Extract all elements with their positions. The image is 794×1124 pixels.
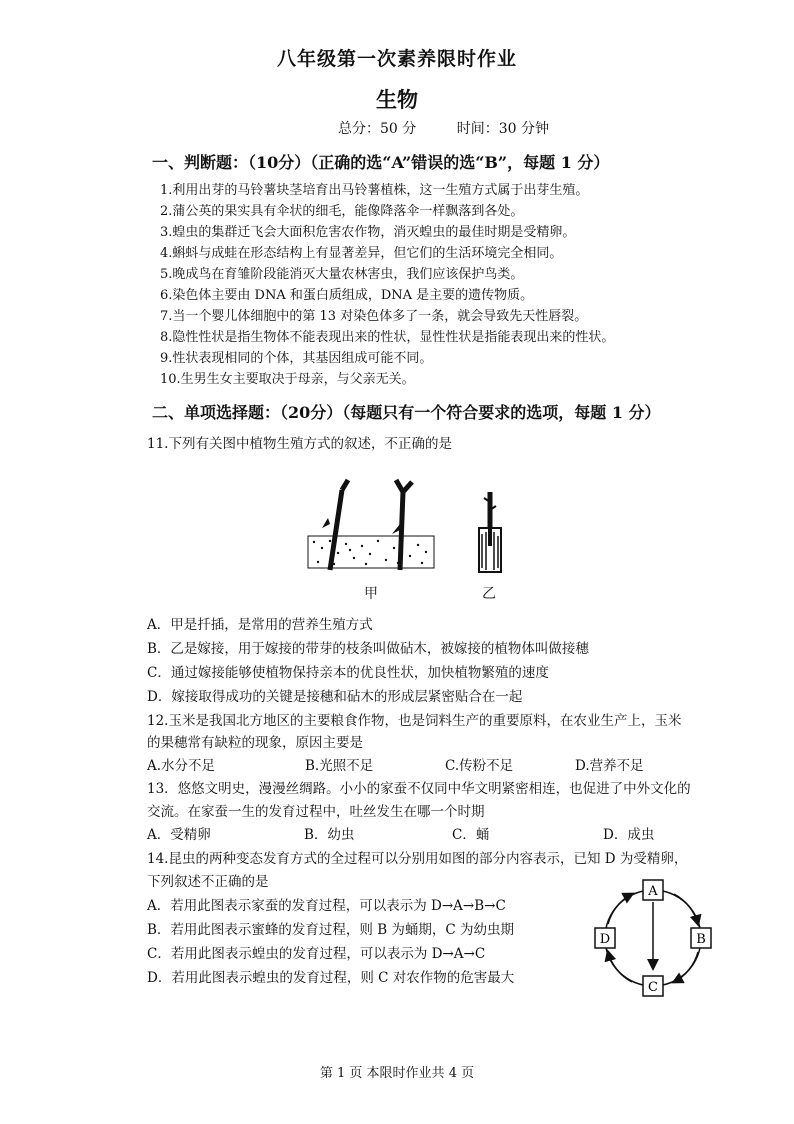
option-b: B．幼虫: [304, 827, 355, 843]
question-12-stem: 12.玉米是我国北方地区的主要粮食作物，也是饲料生产的重要原料，在农业生产上，玉米: [147, 713, 682, 729]
option-a: A．受精卵: [147, 827, 211, 843]
stage-d-label: D: [599, 932, 611, 947]
judge-item: 2.蒲公英的果实具有伞状的细毛，能像降落伞一样飘落到各处。: [160, 204, 524, 219]
figure-label-yi: 乙: [482, 586, 496, 602]
option-c: C．蛹: [452, 827, 490, 843]
option-d: D.营养不足: [575, 758, 644, 774]
page-title: 八年级第一次素养限时作业: [276, 48, 517, 70]
stage-c-label: C: [648, 980, 658, 995]
option-d: D．若用此图表示蝗虫的发育过程，则 C 对农作物的危害最大: [147, 970, 515, 986]
development-cycle-diagram: [588, 876, 718, 1000]
option-d: D．成虫: [603, 827, 655, 843]
judge-item: 9.性状表现相同的个体，其基因组成可能不同。: [160, 351, 433, 366]
figure-label-jia: 甲: [364, 586, 378, 602]
question-14-stem: 14.昆虫的两种变态发育方式的全过程可以分别用如图的部分内容表示，已知 D 为受精卵，: [147, 851, 688, 867]
judge-item: 3.蝗虫的集群迁飞会大面积危害农作物，消灭蝗虫的最佳时期是受精卵。: [160, 225, 576, 240]
judge-item: 5.晚成鸟在育雏阶段能消灭大量农林害虫，我们应该保护鸟类。: [160, 267, 524, 282]
option-b: B．若用此图表示蜜蜂的发育过程，则 B 为蛹期，C 为幼虫期: [147, 922, 515, 938]
option-a: A．若用此图表示家蚕的发育过程，可以表示为 D→A→B→C: [147, 898, 506, 914]
option-c: C．若用此图表示蝗虫的发育过程，可以表示为 D→A→C: [147, 946, 486, 962]
question-14-stem-2: 下列叙述不正确的是: [147, 874, 269, 890]
option-a: A．甲是扦插，是常用的营养生殖方式: [147, 617, 373, 633]
exam-meta: [338, 118, 549, 138]
judge-item: 7.当一个婴儿体细胞中的第 13 对染色体多了一条，就会导致先天性唇裂。: [160, 309, 588, 324]
judge-item: 10.生男生女主要取决于母亲，与父亲无关。: [160, 372, 415, 387]
section1-heading: 一、判断题：（10分）（正确的选“A”错误的选“B”，每题 1 分）: [152, 153, 610, 172]
question-13-stem: 13．悠悠文明史，漫漫丝绸路。小小的家蚕不仅同中华文明紧密相连，也促进了中外文化的: [147, 781, 691, 797]
page-footer: 第 1 页 本限时作业共 4 页: [319, 1066, 475, 1081]
option-c: C．通过嫁接能够使植物保持亲本的优良性状，加快植物繁殖的速度: [147, 665, 549, 681]
stage-b-label: B: [696, 932, 706, 947]
option-d: D．嫁接取得成功的关键是接穗和砧木的形成层紧密贴合在一起: [147, 689, 523, 705]
judge-item: 8.隐性性状是指生物体不能表现出来的性状，显性性状是指能表现出来的性状。: [160, 330, 615, 345]
option-a: A.水分不足: [147, 758, 216, 774]
stage-a-label: A: [648, 884, 658, 899]
question-12-stem-2: 的果穗常有缺粒的现象，原因主要是: [147, 735, 363, 751]
cutting-figure: [300, 478, 450, 578]
section2-heading: 二、单项选择题：（20分）（每题只有一个符合要求的选项，每题 1 分）: [152, 403, 661, 422]
question-11-stem: 11.下列有关图中植物生殖方式的叙述，不正确的是: [147, 436, 452, 452]
option-b: B.光照不足: [305, 758, 374, 774]
grafting-figure: [470, 488, 510, 580]
subject-title: 生物: [376, 87, 418, 112]
judge-item: 6.染色体主要由 DNA 和蛋白质组成，DNA 是主要的遗传物质。: [160, 288, 534, 303]
judge-item: 4.蝌蚪与成蛙在形态结构上有显著差异，但它们的生活环境完全相同。: [160, 246, 563, 261]
option-b: B．乙是嫁接，用于嫁接的带芽的枝条叫做砧木，被嫁接的植物体叫做接穗: [147, 641, 589, 657]
judge-item: 1.利用出芽的马铃薯块茎培育出马铃薯植株，这一生殖方式属于出芽生殖。: [160, 183, 589, 198]
time-limit: 时间：30 分钟: [456, 121, 549, 137]
question-13-stem-2: 交流。在家蚕一生的发育过程中，吐丝发生在哪一个时期: [147, 804, 485, 820]
total-score: 总分：50 分: [338, 121, 417, 137]
option-c: C.传粉不足: [445, 758, 514, 774]
